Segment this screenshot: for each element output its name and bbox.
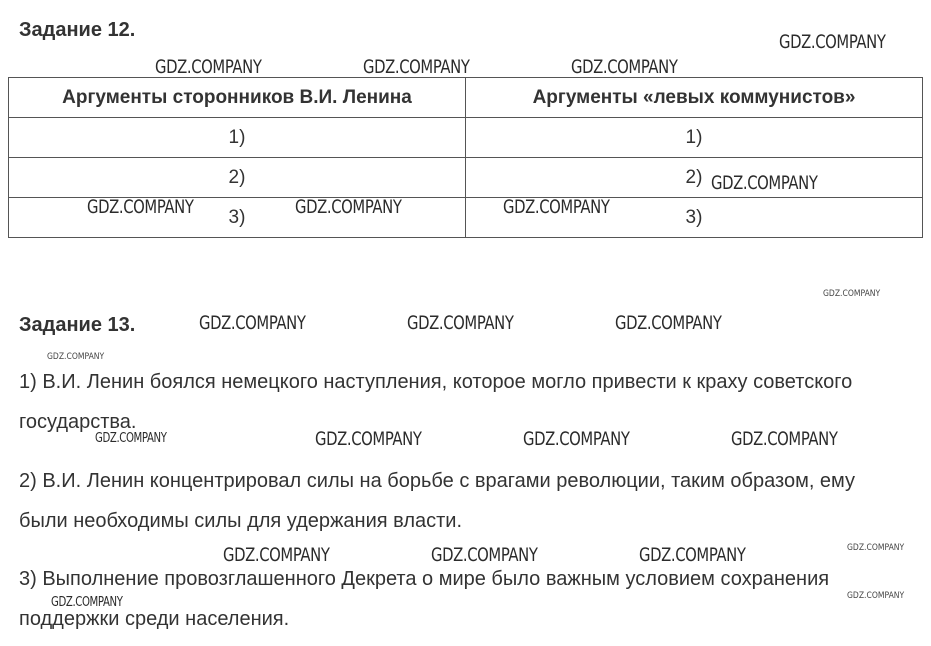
task-12-title: Задание 12. [19, 19, 136, 41]
table-cell: 3) [466, 198, 923, 238]
header-left-communists: Аргументы «левых коммунистов» [466, 78, 923, 118]
watermark-text: GDZ.COMPANY [731, 428, 838, 450]
watermark-text: GDZ.COMPANY [503, 196, 610, 218]
watermark-text: GDZ.COMPANY [711, 172, 818, 194]
watermark-text: GDZ.COMPANY [199, 312, 306, 334]
table-cell: 1) [9, 118, 466, 158]
watermark-text: GDZ.COMPANY [363, 56, 470, 78]
watermark-text: GDZ.COMPANY [295, 196, 402, 218]
watermark-text: GDZ.COMPANY [571, 56, 678, 78]
watermark-text: GDZ.COMPANY [315, 428, 422, 450]
header-lenin-supporters: Аргументы сторонников В.И. Ленина [9, 78, 466, 118]
watermark-text: GDZ.COMPANY [615, 312, 722, 334]
watermark-text: GDZ.COMPANY [431, 544, 538, 566]
watermark-text: GDZ.COMPANY [95, 431, 167, 446]
table-header-row [9, 78, 923, 118]
table-cell: 2) [9, 158, 466, 198]
watermark-text: GDZ.COMPANY [47, 352, 105, 362]
answer-paragraph-3: 3) Выполнение провозглашенного Декрета о мире было важным условием сохранения поддержки среди населения. [19, 568, 830, 630]
watermark-text: GDZ.COMPANY [523, 428, 630, 450]
answer-paragraph-2: 2) В.И. Ленин концентрировал силы на борьбе с врагами революции, таким образом, ему были необходимы силы для удержания власти. [19, 470, 856, 532]
table-cell: 1) [466, 118, 923, 158]
watermark-text: GDZ.COMPANY [223, 544, 330, 566]
watermark-text: GDZ.COMPANY [779, 31, 886, 53]
watermark-text: GDZ.COMPANY [87, 196, 194, 218]
table-row [9, 118, 923, 158]
watermark-text: GDZ.COMPANY [847, 543, 905, 553]
watermark-text: GDZ.COMPANY [823, 289, 881, 299]
answer-paragraph-1: 1) В.И. Ленин боялся немецкого наступления, которое могло привести к краху советского государства. [19, 371, 853, 433]
task-13-title: Задание 13. [19, 314, 136, 336]
watermark-text: GDZ.COMPANY [847, 591, 905, 601]
watermark-text: GDZ.COMPANY [407, 312, 514, 334]
watermark-text: GDZ.COMPANY [51, 595, 123, 610]
table-cell: 2) [466, 158, 923, 198]
watermark-text: GDZ.COMPANY [639, 544, 746, 566]
watermark-text: GDZ.COMPANY [155, 56, 262, 78]
table-cell: 3) [9, 198, 466, 238]
